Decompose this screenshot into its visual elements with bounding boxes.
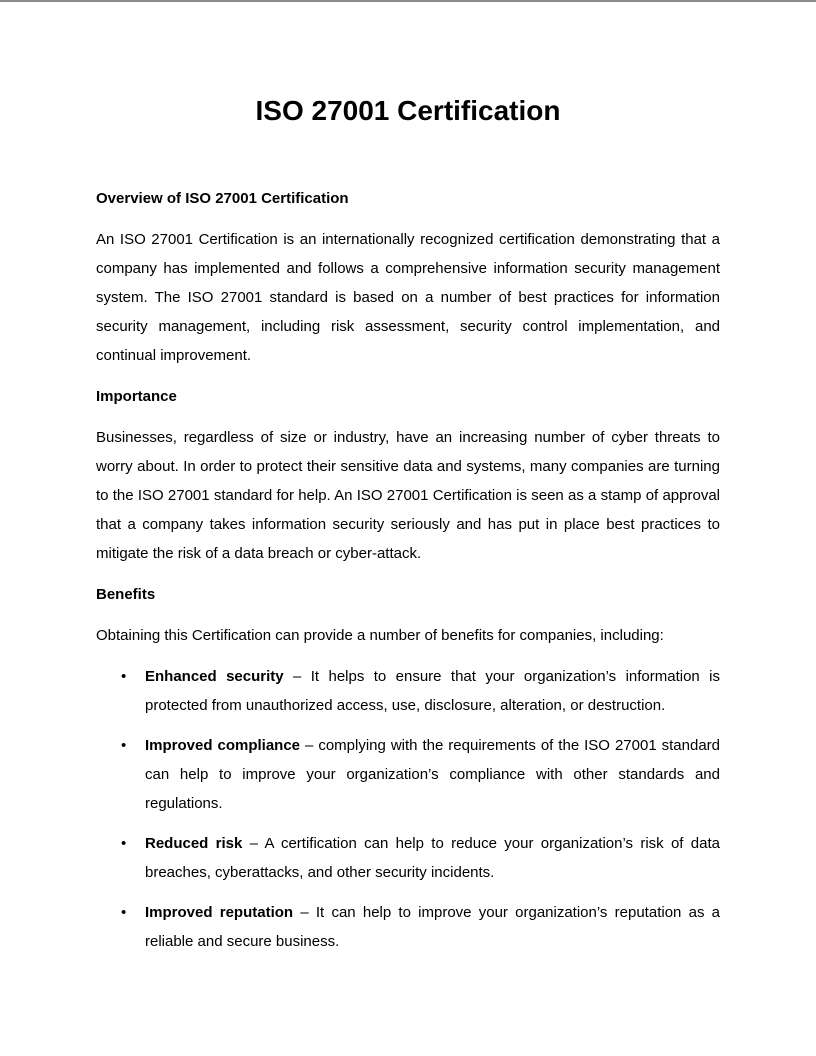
bullet-rest: – complying with the requirements of the ISO 27001 standard can help to improve your organization’s compliance with other standards and regulations. — [145, 737, 721, 812]
list-item — [96, 662, 720, 720]
section-importance — [96, 382, 720, 568]
bullet-text — [145, 737, 720, 812]
overview-heading: Overview of ISO 27001 Certification — [96, 190, 349, 207]
page-top-edge — [0, 0, 816, 2]
overview-paragraph: An ISO 27001 Certification is an internationally recognized certification demonstrating that a company has implemented and follows a comprehensive information security management system. The ISO 27001 standard is based on a number of best practices for information security management, including risk assessment, security control implementation, and continual improvement. — [96, 231, 720, 364]
bullet-text — [145, 904, 720, 950]
section-benefits — [96, 580, 720, 956]
document-title: ISO 27001 Certification — [255, 95, 561, 126]
list-item — [96, 829, 720, 887]
benefits-intro-paragraph: Obtaining this Certification can provide a number of benefits for companies, including: — [96, 627, 664, 644]
bullet-rest: – It helps to ensure that your organization’s information is protected from unauthorized access, use, disclosure, alteration, or destruction. — [145, 668, 720, 714]
bullet-term: Improved compliance — [145, 737, 301, 754]
section-overview — [96, 184, 720, 370]
importance-paragraph: Businesses, regardless of size or industry, have an increasing number of cyber threats to worry about. In order to protect their sensitive data and systems, many companies are turning to the ISO 27001 standard for help. An ISO 27001 Certification is seen as a stamp of approval that a company takes information security seriously and has put in place best practices to mitigate the risk of a data breach or cyber-attack. — [96, 429, 720, 562]
bullet-text — [145, 668, 720, 714]
benefits-heading: Benefits — [96, 586, 156, 603]
bullet-icon: • — [121, 835, 127, 852]
bullet-icon: • — [121, 668, 127, 685]
bullet-rest: – It can help to improve your organization’s reputation as a reliable and secure business. — [145, 904, 721, 950]
bullet-term: Enhanced security — [145, 668, 284, 685]
bullet-term: Improved reputation — [145, 904, 294, 921]
benefits-list — [96, 662, 720, 956]
list-item — [96, 898, 720, 956]
bullet-text — [145, 835, 720, 881]
bullet-icon: • — [121, 904, 127, 921]
bullet-term: Reduced risk — [145, 835, 243, 852]
importance-heading: Importance — [96, 388, 177, 405]
bullet-icon: • — [121, 737, 127, 754]
list-item — [96, 731, 720, 818]
bullet-rest: – A certification can help to reduce your organization’s risk of data breaches, cyberattacks, and other security incidents. — [145, 835, 720, 881]
